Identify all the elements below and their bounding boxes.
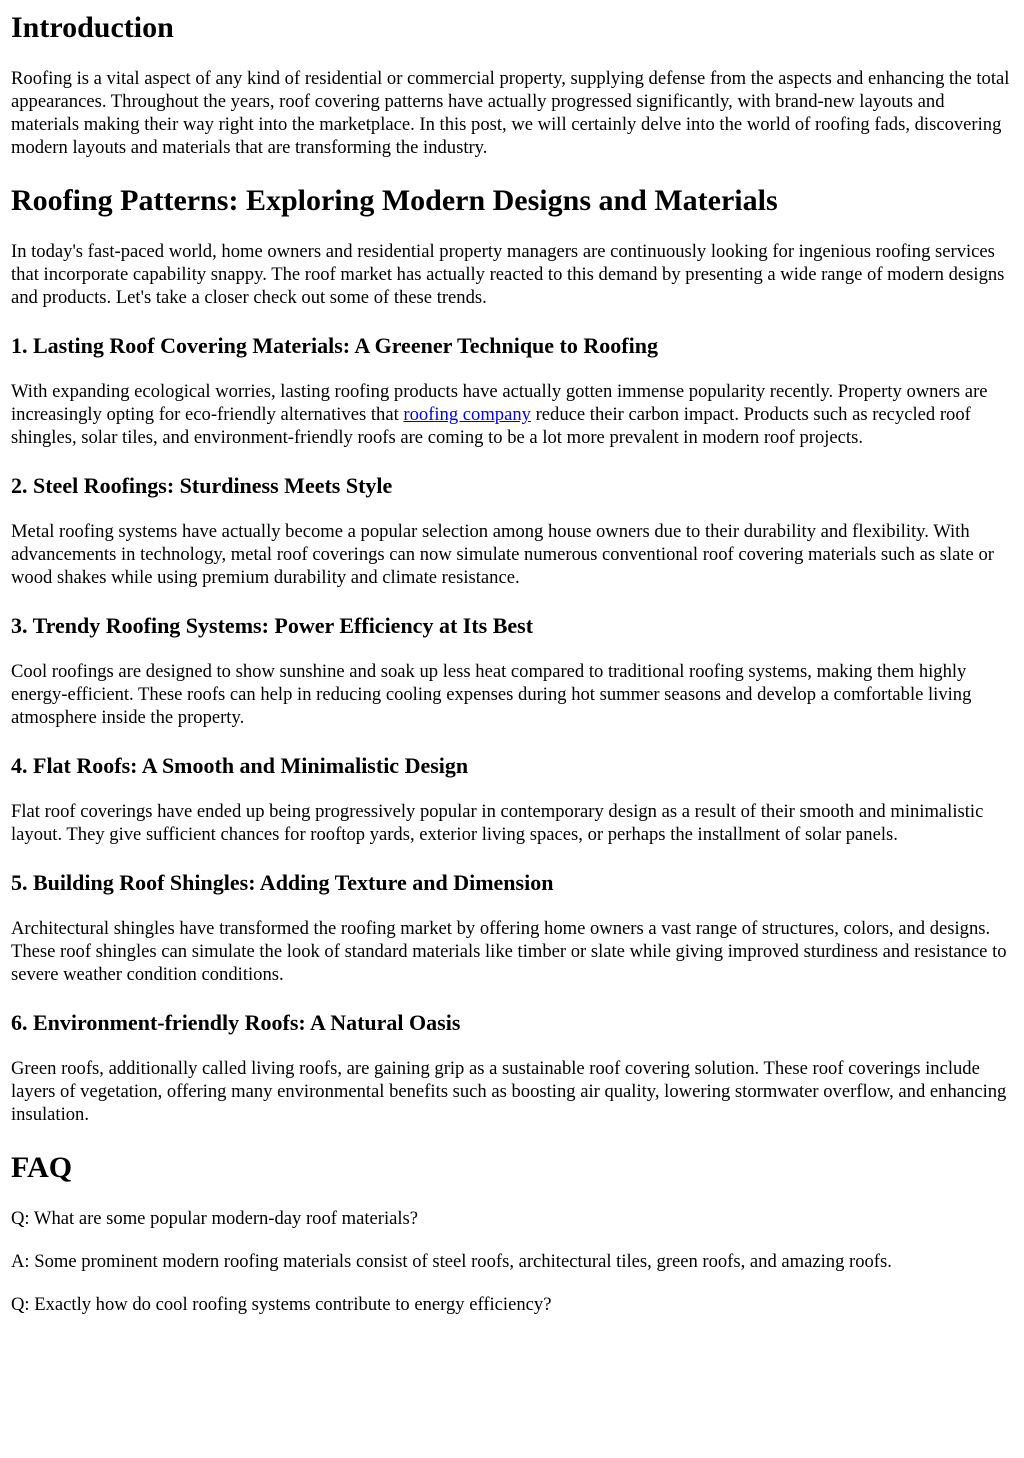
section-1-heading: 1. Lasting Roof Covering Materials: A Greener Technique to Roofing — [11, 333, 658, 358]
section-5-heading: 5. Building Roof Shingles: Adding Texture and Dimension — [11, 870, 554, 895]
section-6-paragraph: Green roofs, additionally called living roofs, are gaining grip as a sustainable roof covering solution. These roof coverings include layers of vegetation, offering many environmental benefits such as boosting air quality, lowering stormwater overflow, and enhancing insulation. — [11, 1058, 1007, 1125]
article — [0, 10, 1024, 1316]
main-paragraph: In today's fast-paced world, home owners and residential property managers are continuously looking for ingenious roofing services that incorporate capability snappy. The roof market has actually reacted to this demand by presenting a wide range of modern designs and products. Let's take a closer check out some of these trends. — [11, 241, 1005, 308]
section-1-text-after: reduce their carbon impact. Products such as recycled roof shingles, solar tiles, and environment-friendly roofs are coming to be a lot more prevalent in modern roof projects. — [11, 404, 971, 448]
roofing-company-link[interactable]: roofing company — [403, 404, 531, 425]
section-3-heading: 3. Trendy Roofing Systems: Power Efficiency at Its Best — [11, 613, 534, 638]
faq-heading: FAQ — [11, 1151, 73, 1184]
main-heading: Roofing Patterns: Exploring Modern Designs and Materials — [11, 184, 778, 217]
intro-paragraph: Roofing is a vital aspect of any kind of residential or commercial property, supplying defense from the aspects and enhancing the total appearances. Throughout the years, roof covering patterns have actually progressed significantly, with brand-new layouts and materials making their way right into the marketplace. In this post, we will certainly delve into the world of roofing fads, discovering modern layouts and materials that are transforming the industry. — [11, 68, 1010, 158]
section-2-heading: 2. Steel Roofings: Sturdiness Meets Style — [11, 473, 393, 498]
section-2-paragraph: Metal roofing systems have actually become a popular selection among house owners due to their durability and flexibility. With advancements in technology, metal roof coverings can now simulate numerous conventional roof covering materials such as slate or wood shakes while using premium durability and climate resistance. — [11, 521, 994, 588]
section-4-heading: 4. Flat Roofs: A Smooth and Minimalistic Design — [11, 753, 469, 778]
section-4-paragraph: Flat roof coverings have ended up being progressively popular in contemporary design as a result of their smooth and minimalistic layout. They give sufficient chances for rooftop yards, exterior living spaces, or perhaps the installment of solar panels. — [11, 801, 984, 845]
faq-question-1: Q: What are some popular modern-day roof materials? — [11, 1208, 419, 1229]
section-5-paragraph: Architectural shingles have transformed the roofing market by offering home owners a vast range of structures, colors, and designs. These roof shingles can simulate the look of standard materials like timber or slate while giving improved sturdiness and resistance to severe weather condition conditions. — [11, 918, 1007, 985]
section-3-paragraph: Cool roofings are designed to show sunshine and soak up less heat compared to traditional roofing systems, making them highly energy-efficient. These roofs can help in reducing cooling expenses during hot summer seasons and develop a comfortable living atmosphere inside the property. — [11, 661, 972, 728]
section-1-paragraph — [11, 380, 1014, 449]
section-1-text-before: With expanding ecological worries, lasting roofing products have actually gotten immense popularity recently. Property owners are increasingly opting for eco-friendly alternatives that — [11, 381, 988, 425]
intro-heading: Introduction — [11, 11, 174, 44]
faq-answer-1: A: Some prominent modern roofing materials consist of steel roofs, architectural tiles, green roofs, and amazing roofs. — [11, 1251, 892, 1272]
section-6-heading: 6. Environment-friendly Roofs: A Natural Oasis — [11, 1010, 461, 1035]
faq-question-2: Q: Exactly how do cool roofing systems contribute to energy efficiency? — [11, 1294, 552, 1315]
